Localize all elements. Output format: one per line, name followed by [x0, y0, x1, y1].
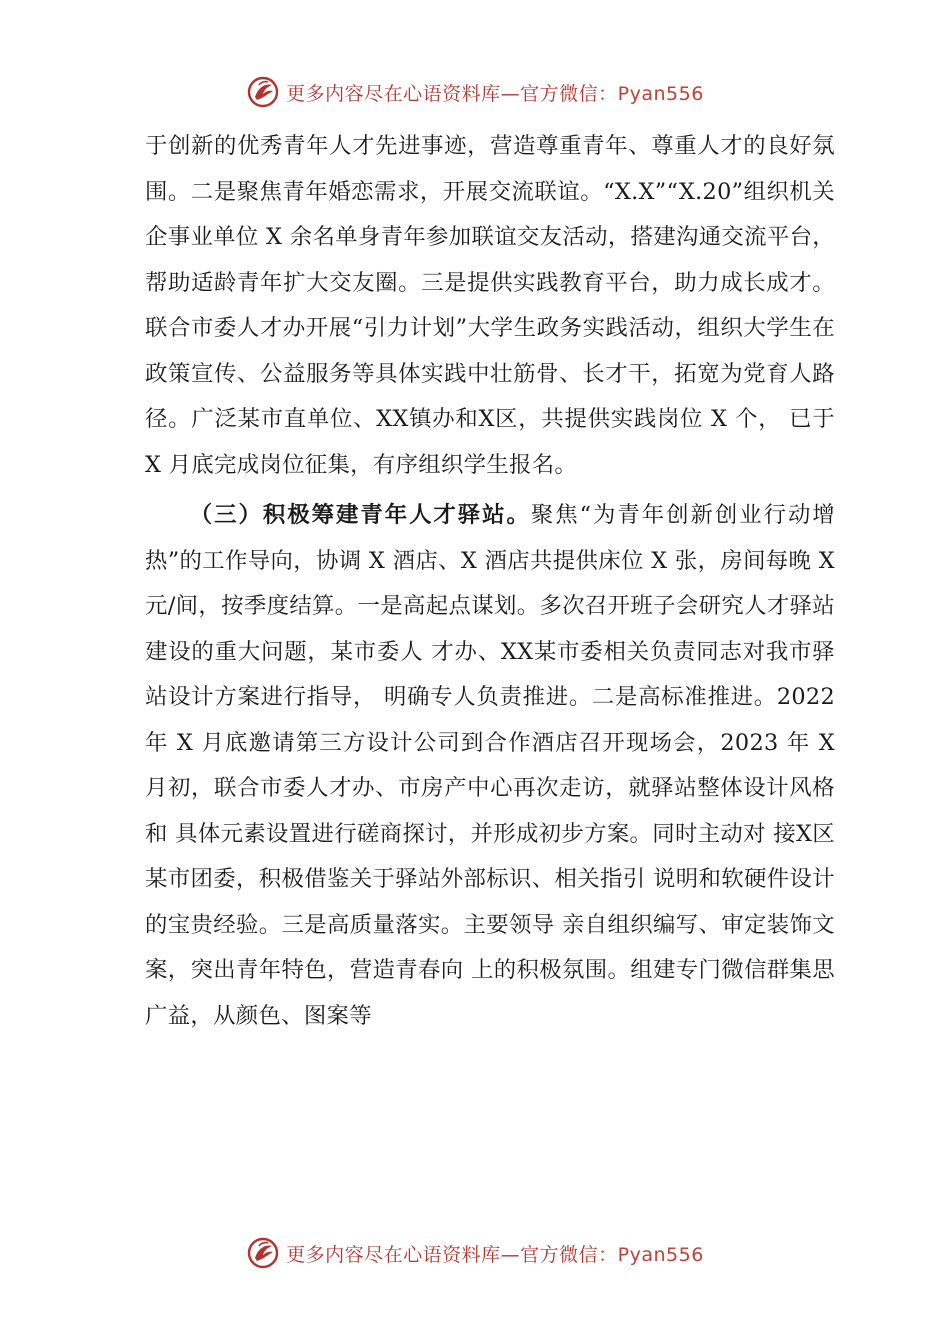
watermark-header [0, 72, 950, 112]
watermark-wechat-id: Pyan556 [617, 82, 704, 105]
paragraph-2 [145, 493, 835, 1039]
watermark-footer [0, 1233, 950, 1273]
section-heading: （三）积极筹建青年人才驿站。 [189, 502, 531, 528]
watermark-text: 更多内容尽在心语资料库—官方微信：Pyan556 [286, 82, 704, 105]
phoenix-logo-icon [246, 1236, 280, 1270]
paragraph-2-body: 聚焦“为青年创新创业行动增热”的工作导向，协调 X 酒店、X 酒店共提供床位 X 张，房间每晚 X 元/间，按季度结算。一是高起点谋划。多次召开班子会研究人才驿站建设的重大问题，某市委人 才办、XX某市委相关负责同志对我市驿站设计方案进行指导， 明确专人负责推进。二是高标准推进。2022 年 X 月底邀请第三方设计公司到合作酒店召开现场会，2023 年 X 月初，联合市委人才办、市房产中心再次走访，就驿站整体设计风格和 具体元素设置进行磋商探讨，并形成初步方案。同时主动对 接X区某市团委，积极借鉴关于驿站外部标识、相关指引 说明和软硬件设计的宝贵经验。三是高质量落实。主要领导 亲自组织编写、审定装饰文案，突出青年特色，营造青春向 上的积极氛围。组建专门微信群集思广益，从颜色、图案等 [145, 502, 835, 1029]
phoenix-logo-icon [246, 75, 280, 109]
document-body [145, 124, 835, 1039]
watermark-wechat-id: Pyan556 [617, 1243, 704, 1266]
watermark-text: 更多内容尽在心语资料库—官方微信：Pyan556 [286, 1243, 704, 1266]
paragraph-1: 于创新的优秀青年人才先进事迹，营造尊重青年、尊重人才的良好氛围。二是聚焦青年婚恋需求，开展交流联谊。“X.X”“X.20”组织机关企事业单位 X 余名单身青年参加联谊交友活动，搭建沟通交流平台，帮助适龄青年扩大交友圈。三是提供实践教育平台，助力成长成才。联合市委人才办开展“引力计划”大学生政务实践活动，组织大学生在政策宣传、公益服务等具体实践中壮筋骨、长才干，拓宽为党育人路径。广泛某市直单位、XX镇办和X区，共提供实践岗位 X 个， 已于 X 月底完成岗位征集，有序组织学生报名。 [145, 133, 835, 478]
